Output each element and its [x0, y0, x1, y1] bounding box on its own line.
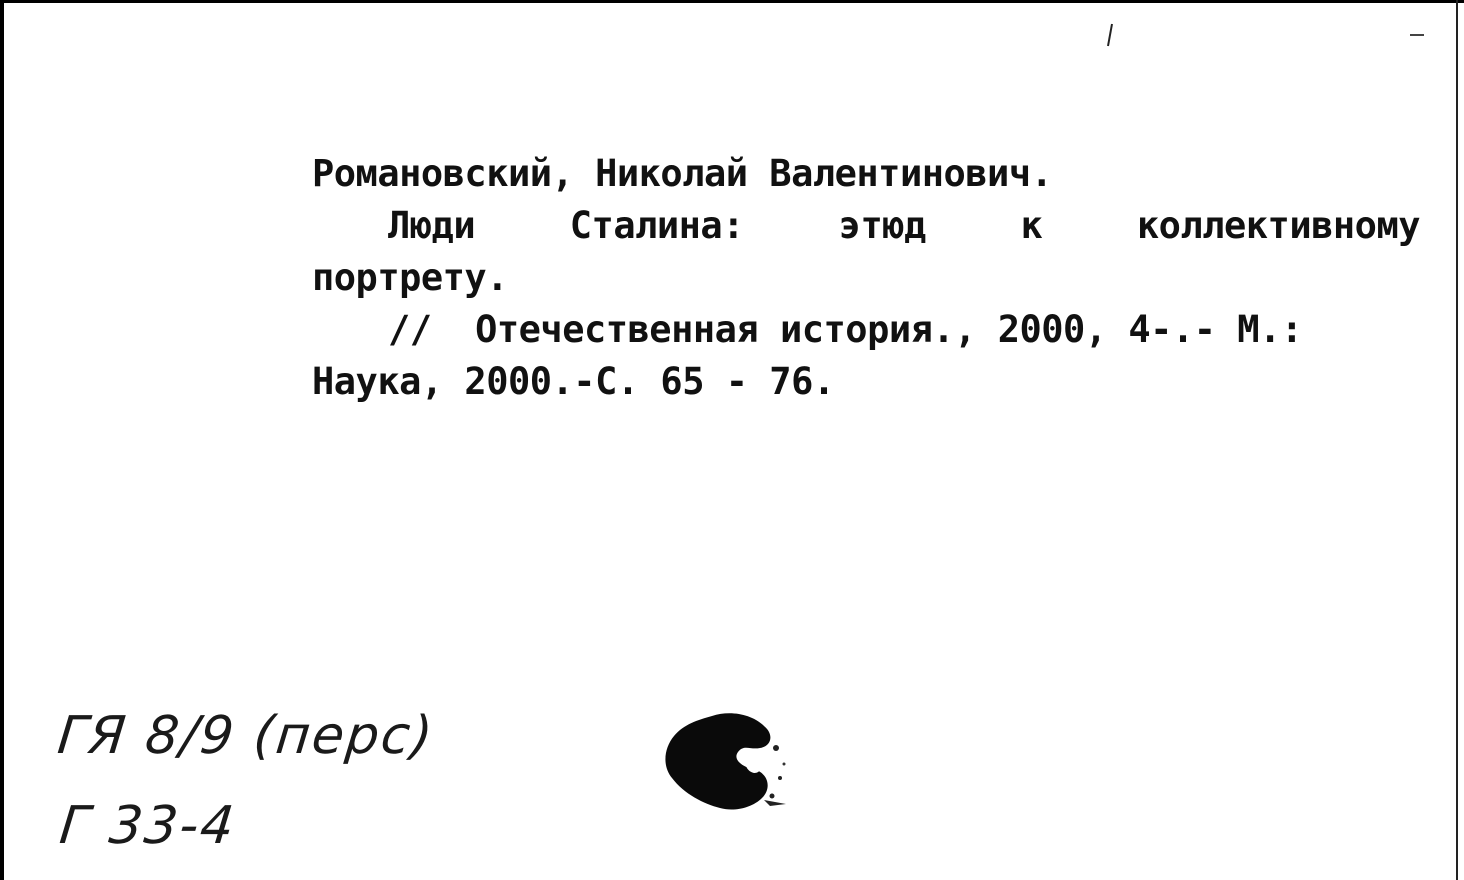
title-word: коллективному	[1136, 204, 1420, 247]
card-right-edge	[1456, 0, 1458, 880]
ink-blot	[660, 708, 800, 818]
author-line: Романовский, Николай Валентинович.	[312, 152, 1053, 195]
title-word: Люди	[388, 204, 476, 247]
card-top-edge	[0, 0, 1464, 3]
bibliographic-entry	[312, 148, 1420, 408]
stray-mark	[1408, 30, 1428, 40]
handwritten-shelfmark-2: Г 33-4	[56, 796, 239, 856]
title-word: этюд	[838, 204, 926, 247]
source-line: // Отечественная история., 2000, 4-.- М.:	[388, 308, 1303, 351]
source-end-line: Наука, 2000.-С. 65 - 76.	[312, 360, 835, 403]
title-word: Сталина:	[569, 204, 744, 247]
card-left-edge	[0, 0, 4, 880]
title-line	[312, 200, 1420, 252]
stray-mark	[1100, 20, 1120, 50]
title-word: к	[1020, 204, 1043, 247]
handwritten-shelfmark-1: ГЯ 8/9 (перс)	[54, 706, 438, 766]
title-end-line: портрету.	[312, 256, 508, 299]
